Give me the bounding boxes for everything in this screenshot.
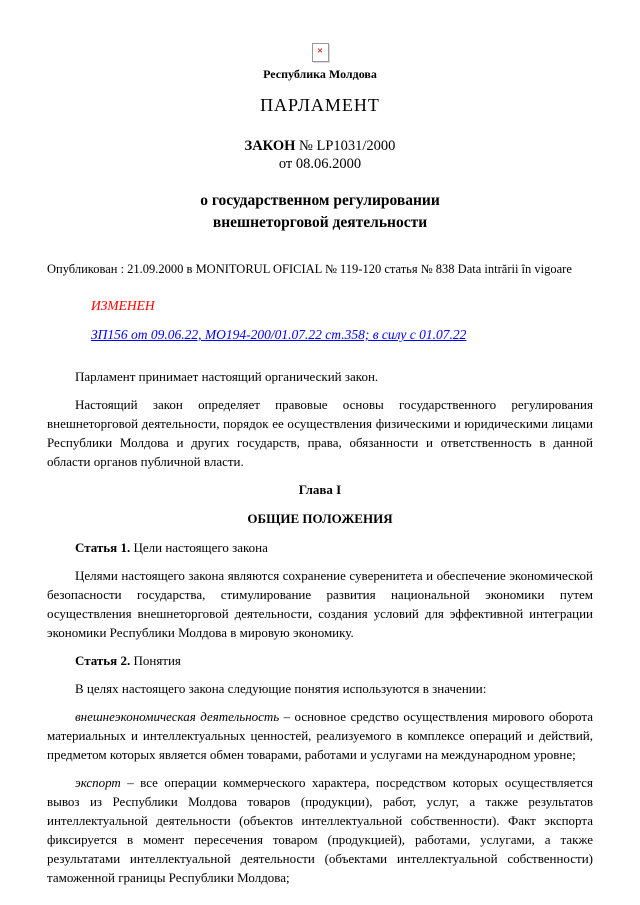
document-header: [47, 42, 593, 234]
article-1-label: Статья 1.: [75, 540, 131, 555]
article-2-label: Статья 2.: [75, 653, 131, 668]
law-number: № LP1031/2000: [299, 138, 396, 154]
law-date: от 08.06.2000: [278, 156, 362, 172]
article-1-heading: [47, 538, 593, 557]
amendment-link[interactable]: ЗП156 от 09.06.22, МО194-200/01.07.22 ст.358; в силу с 01.07.22: [91, 327, 467, 342]
chapter-label: Глава I: [298, 482, 342, 497]
article-2-title: Понятия: [130, 653, 181, 668]
term-name: внешнеэкономическая деятельность: [75, 709, 280, 724]
term-text: – все операции коммерческого характера, посредством которых осуществляется вывоз из Республики Молдова товаров (продукции), работ, услуг, а также результатов интеллектуальной деятельности (объектов интеллектуальной собственности). Факт экспорта фиксируется в момент пересечения товаром (продукцией), работами, услугами, а также результатами интеллектуальной деятельности (объектами интеллектуальной собственности) таможенной границы Республики Молдова;: [47, 775, 593, 885]
amendment-link-row: [91, 326, 593, 344]
term-definition-foreign-economic-activity: [47, 707, 593, 764]
term-name: экспорт: [75, 775, 121, 790]
law-number-line: [47, 137, 593, 155]
published-line: Опубликован : 21.09.2000 в MONITORUL OFICIAL № 119-120 статья № 838 Data intrării în vigoare: [47, 262, 572, 276]
country-name: Республика Молдова: [263, 67, 377, 81]
document-title-line1: о государственном регулировании: [200, 192, 440, 209]
document-title-line2: внешнеторговой деятельности: [212, 214, 428, 231]
law-label: ЗАКОН: [244, 138, 296, 154]
article-2-heading: [47, 651, 593, 670]
paragraph-scope: Настоящий закон определяет правовые основы государственного регулирования внешнеторговой деятельности, порядок ее осуществления физическими и юридическими лицами Республики Молдова и других государств, права, обязанности и ответственность в данной области органов публичной власти.: [47, 397, 593, 469]
article-1-text: Целями настоящего закона являются сохранение суверенитета и обеспечение экономической безопасности государства, стимулирование развития национальной экономики путем осуществления внешнеторговой деятельности, создания условий для эффективной интеграции экономики Республики Молдова в мировую экономику.: [47, 568, 593, 640]
term-text: – основное средство осуществления мирового оборота материальных и интеллектуальных ценностей, реализуемого в комплексе операций и действий, предметом которых является обмен товарами, работами и услугами на международном уровне;: [47, 709, 593, 762]
document-title: [47, 190, 593, 234]
term-definition-export: [47, 773, 593, 887]
institution-name: ПАРЛАМЕНТ: [260, 95, 380, 115]
amended-status-label: ИЗМЕНЕН: [91, 298, 155, 313]
article-2-intro: В целях настоящего закона следующие понятия используются в значении:: [75, 681, 487, 696]
chapter-title: ОБЩИЕ ПОЛОЖЕНИЯ: [247, 511, 393, 526]
article-1-title: Цели настоящего закона: [130, 540, 268, 555]
paragraph-intro: Парламент принимает настоящий органический закон.: [75, 369, 379, 384]
broken-image-icon: ×: [312, 43, 329, 62]
